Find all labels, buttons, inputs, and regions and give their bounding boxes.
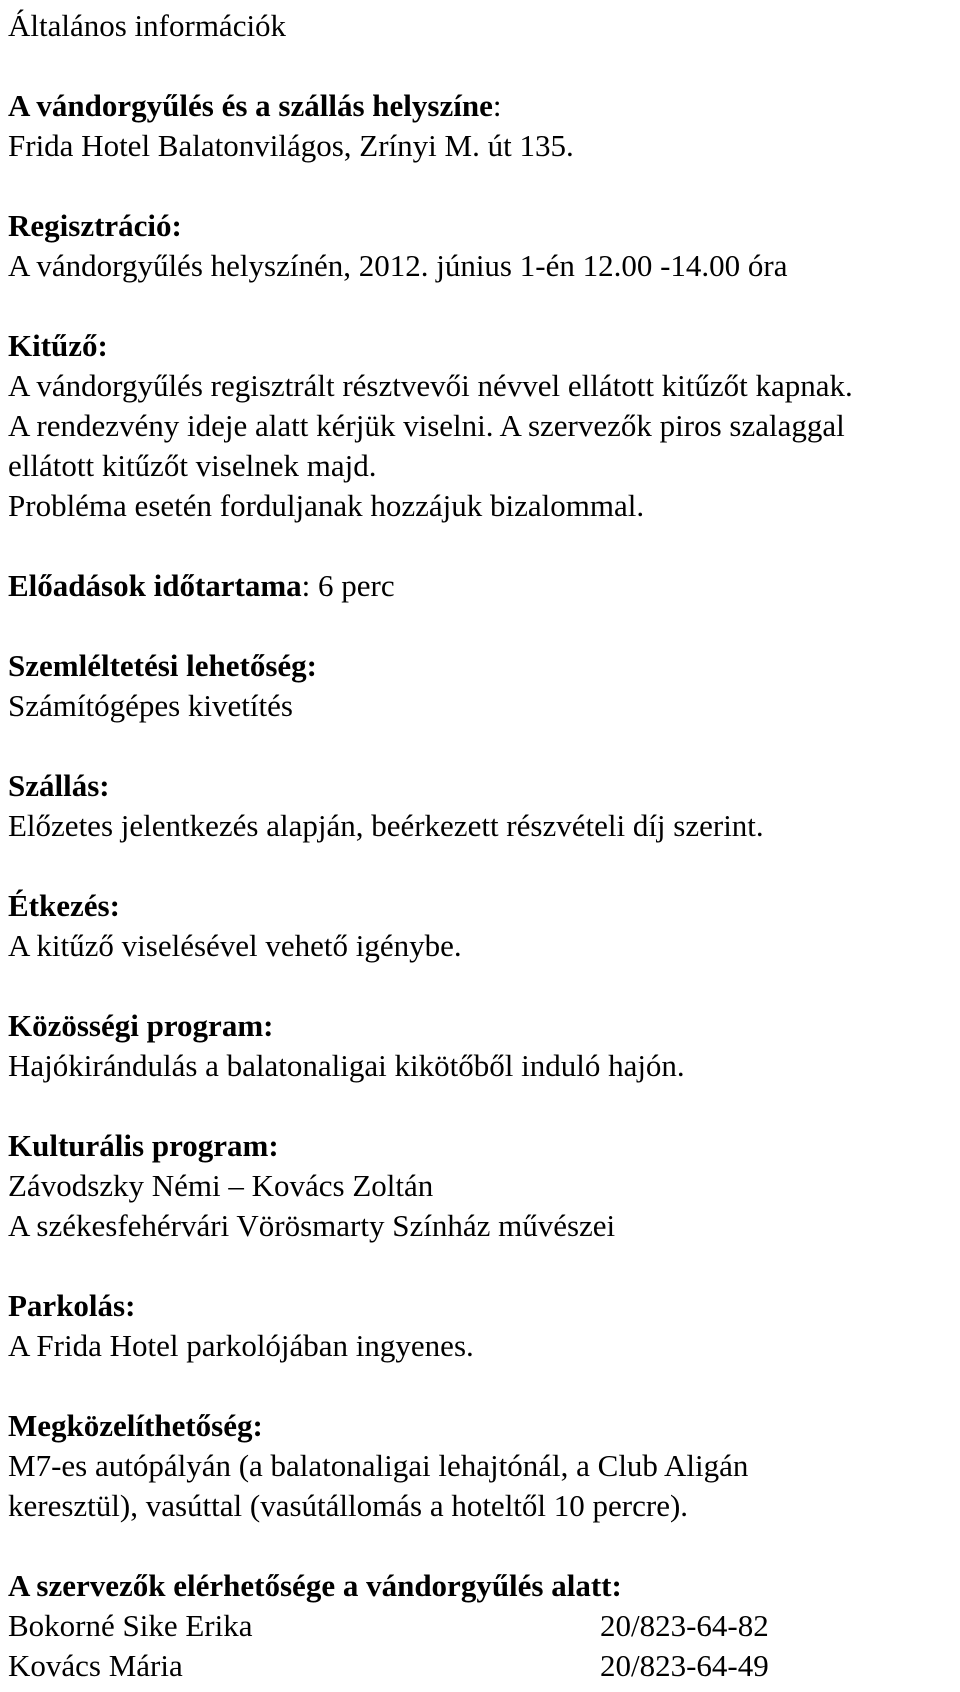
- spacer: [8, 1526, 952, 1566]
- cultural-program-label: Kulturális program:: [8, 1128, 279, 1163]
- parking-text: A Frida Hotel parkolójában ingyenes.: [8, 1328, 474, 1363]
- contact-name: Kovács Mária: [8, 1648, 183, 1683]
- badge-line-2: A rendezvény ideje alatt kérjük viselni. A szervezők piros szalaggal: [8, 408, 845, 443]
- badge-line-3: ellátott kitűzőt viselnek majd.: [8, 448, 377, 483]
- access-line-1: M7-es autópályán (a balatonaligai lehajtónál, a Club Aligán: [8, 1448, 749, 1483]
- community-program-text: Hajókirándulás a balatonaligai kikötőből induló hajón.: [8, 1048, 685, 1083]
- spacer: [8, 846, 952, 886]
- cultural-program-line-1: Závodszky Némi – Kovács Zoltán: [8, 1168, 434, 1203]
- badge-label: Kitűző:: [8, 328, 108, 363]
- spacer: [8, 166, 952, 206]
- meals-text: A kitűző viselésével vehető igénybe.: [8, 928, 462, 963]
- spacer: [8, 1086, 952, 1126]
- presentation-label: Szemléltetési lehetőség:: [8, 648, 318, 683]
- document-page: [8, 6, 952, 1686]
- registration-text: A vándorgyűlés helyszínén, 2012. június 1-én 12.00 -14.00 óra: [8, 248, 788, 283]
- spacer: [8, 1246, 952, 1286]
- venue-text: Frida Hotel Balatonvilágos, Zrínyi M. út 135.: [8, 128, 574, 163]
- spacer: [8, 606, 952, 646]
- spacer: [8, 726, 952, 766]
- venue-label-suffix: :: [492, 88, 502, 123]
- talk-duration-text: : 6 perc: [301, 568, 395, 603]
- contact-row: [8, 1606, 952, 1646]
- access-label: Megközelíthetőség:: [8, 1408, 263, 1443]
- spacer: [8, 526, 952, 566]
- contact-phone: 20/823-64-82: [600, 1608, 769, 1643]
- access-line-2: keresztül), vasúttal (vasútállomás a hoteltől 10 percre).: [8, 1488, 689, 1523]
- badge-line-1: A vándorgyűlés regisztrált résztvevői névvel ellátott kitűzőt kapnak.: [8, 368, 853, 403]
- venue-label: A vándorgyűlés és a szállás helyszíne: [8, 88, 493, 123]
- talk-duration-label: Előadások időtartama: [8, 568, 302, 603]
- presentation-text: Számítógépes kivetítés: [8, 688, 293, 723]
- parking-label: Parkolás:: [8, 1288, 136, 1323]
- venue-heading: [8, 86, 952, 126]
- spacer: [8, 46, 952, 86]
- page-title: Általános információk: [8, 8, 287, 43]
- accommodation-text: Előzetes jelentkezés alapján, beérkezett részvételi díj szerint.: [8, 808, 764, 843]
- badge-line-4: Probléma esetén forduljanak hozzájuk bizalommal.: [8, 488, 645, 523]
- spacer: [8, 1366, 952, 1406]
- cultural-program-line-2: A székesfehérvári Vörösmarty Színház művészei: [8, 1208, 616, 1243]
- contact-row: [8, 1646, 952, 1686]
- accommodation-label: Szállás:: [8, 768, 110, 803]
- registration-label: Regisztráció:: [8, 208, 182, 243]
- organizers-label: A szervezők elérhetősége a vándorgyűlés alatt:: [8, 1568, 622, 1603]
- contact-phone: 20/823-64-49: [600, 1648, 769, 1683]
- contact-name: Bokorné Sike Erika: [8, 1608, 253, 1643]
- community-program-label: Közösségi program:: [8, 1008, 274, 1043]
- meals-label: Étkezés:: [8, 888, 120, 923]
- spacer: [8, 286, 952, 326]
- talk-duration: [8, 566, 952, 606]
- spacer: [8, 966, 952, 1006]
